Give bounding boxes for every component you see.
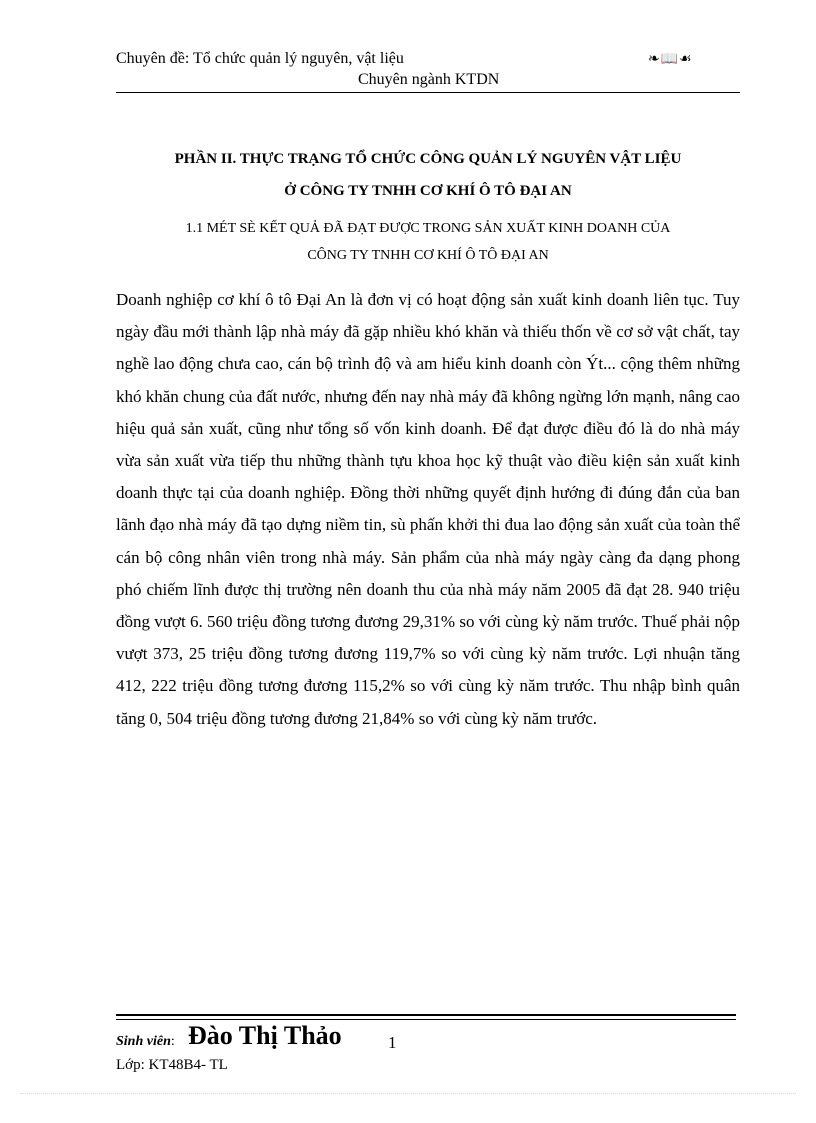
header-subject: Chuyên đề: Tổ chức quản lý nguyên, vật liệu [116, 50, 404, 67]
class-line: Lớp: KT48B4- TL [116, 1057, 228, 1073]
page-bottom-border [20, 1093, 796, 1094]
footer-divider-thin [116, 1019, 736, 1020]
section-title-line2: Ở CÔNG TY TNHH CƠ KHÍ Ô TÔ ĐẠI AN [284, 183, 572, 199]
section-title-line1: PHẦN II. THỰC TRẠNG TỔ CHỨC CÔNG QUẢN LÝ NGUYÊN VẬT LIỆU [174, 151, 682, 167]
subsection-title-line1: 1.1 MÉT SÈ KẾT QUẢ ĐÃ ĐẠT ĐƯỢC TRONG SẢN XUẤT KINH DOANH CỦA [185, 221, 671, 236]
footer-divider-thick [116, 1014, 736, 1016]
student-name: Đào Thị Thảo [188, 1021, 342, 1050]
subsection-title-line2: CÔNG TY TNHH CƠ KHÍ Ô TÔ ĐẠI AN [307, 248, 549, 263]
page-number: 1 [388, 1033, 397, 1052]
book-ornament-icon: ❧📖☙ [648, 52, 693, 67]
student-label: Sinh viên: [116, 1034, 175, 1049]
header-major: Chuyên ngành KTDN [358, 71, 500, 88]
body-paragraph: Doanh nghiệp cơ khí ô tô Đại An là đơn vị có hoạt động sản xuất kinh doanh liên tục. Tuy ngày đầu mới thành lập nhà máy đã gặp nhiều khó khăn và thiếu thốn về cơ sở vật chất, tay nghề lao động chưa cao, cán bộ trình độ và am hiểu kinh doanh còn Ýt... cộng thêm những khó khăn chung của đất nước, nhưng đến nay nhà máy đã không ngừng lớn mạnh, nâng cao hiệu quả sản xuất, cũng như tổng số vốn kinh doanh. Để đạt được điều đó là do nhà máy vừa sản xuất vừa tiếp thu những thành tựu khoa học kỹ thuật vào điều kiện sản xuất kinh doanh thực tại của doanh nghiệp. Đồng thời những quyết định hướng đi đúng đắn của ban lãnh đạo nhà máy đã tạo dựng niềm tin, sù phấn khởi thi đua lao động sản xuất của toàn thể cán bộ công nhân viên trong nhà máy. Sản phẩm của nhà máy ngày càng đa dạng phong phó chiếm lĩnh được thị trường nên doanh thu của nhà máy năm 2005 đã đạt 28. 940 triệu đồng vượt 6. 560 triệu đồng tương đương 29,31% so với cùng kỳ năm trước. Thuế phải nộp vượt 373, 25 triệu đồng tương đương 119,7% so với cùng kỳ năm trước. Lợi nhuận tăng 412, 222 triệu đồng tương đương 115,2% so với cùng kỳ năm trước. Thu nhập bình quân tăng 0, 504 triệu đồng tương đương 21,84% so với cùng kỳ năm trước. [116, 290, 740, 728]
header-divider [116, 92, 740, 93]
